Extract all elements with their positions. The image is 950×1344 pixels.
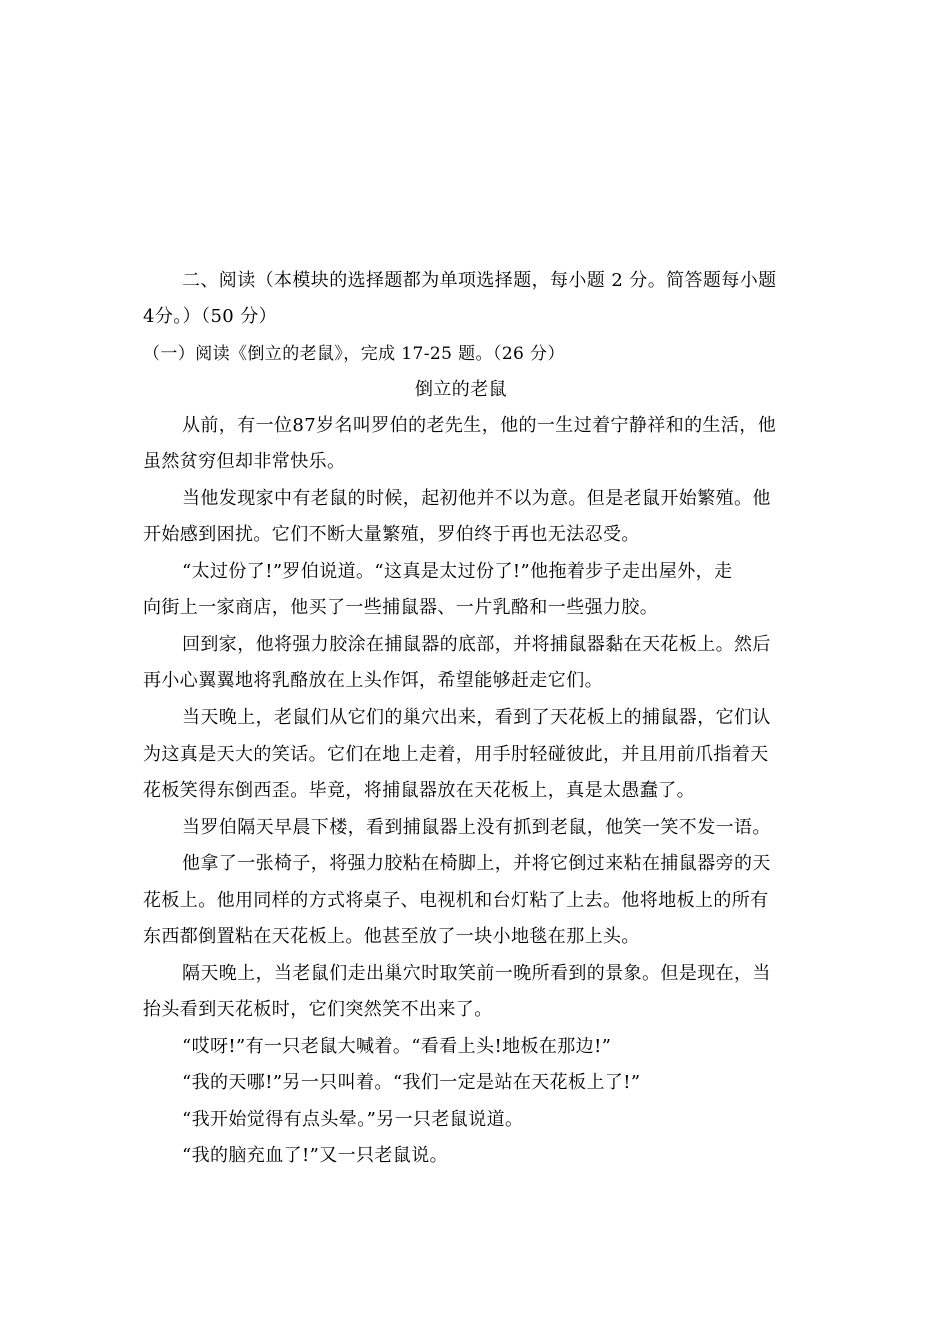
paragraph-line: “我的天哪!”另一只叫着。“我们一定是站在天花板上了!” <box>182 1072 641 1093</box>
paragraph-line: 当天晚上，老鼠们从它们的巢穴出来，看到了天花板上的捕鼠器，它们认 <box>182 707 771 728</box>
paragraph-line: “太过份了!”罗伯说道。“这真是太过份了!”他拖着步子走出屋外，走 <box>182 561 733 582</box>
article-title: 倒立的老鼠 <box>415 379 507 400</box>
paragraph-line: “我的脑充血了!”又一只老鼠说。 <box>182 1145 449 1166</box>
paragraph-line: 当他发现家中有老鼠的时候，起初他并不以为意。但是老鼠开始繁殖。他 <box>182 488 771 509</box>
paragraph-line: 东西都倒置粘在天花板上。他甚至放了一块小地毯在那上头。 <box>143 926 640 947</box>
paragraph-line: 抬头看到天花板时，它们突然笑不出来了。 <box>143 999 493 1020</box>
section-heading-line-2: 4分。）（50 分） <box>143 306 278 327</box>
paragraph-line: 虽然贫穷但却非常快乐。 <box>143 451 346 472</box>
paragraph-line: 他拿了一张椅子，将强力胶粘在椅脚上，并将它倒过来粘在捕鼠器旁的天 <box>182 853 771 874</box>
paragraph-line: 再小心翼翼地将乳酪放在上头作饵，希望能够赶走它们。 <box>143 670 603 691</box>
paragraph-line: 花板笑得东倒西歪。毕竟，将捕鼠器放在天花板上，真是太愚蠢了。 <box>143 780 695 801</box>
paragraph-line: 从前，有一位87岁名叫罗伯的老先生，他的一生过着宁静祥和的生活，他 <box>182 415 777 436</box>
paragraph-line: 隔天晚上，当老鼠们走出巢穴时取笑前一晚所看到的景象。但是现在，当 <box>182 963 771 984</box>
paragraph-line: 回到家，他将强力胶涂在捕鼠器的底部，并将捕鼠器黏在天花板上。然后 <box>182 634 771 655</box>
paragraph-line: 为这真是天大的笑话。它们在地上走着，用手肘轻碰彼此，并且用前爪指着天 <box>143 744 769 765</box>
paragraph-line: “我开始觉得有点头晕。”另一只老鼠说道。 <box>182 1109 524 1130</box>
paragraph-line: 当罗伯隔天早晨下楼，看到捕鼠器上没有抓到老鼠，他笑一笑不发一语。 <box>182 817 771 838</box>
reading-subheading: （一）阅读《倒立的老鼠》，完成 17-25 题。（26 分） <box>143 344 565 364</box>
paragraph-line: 向街上一家商店，他买了一些捕鼠器、一片乳酪和一些强力胶。 <box>143 597 659 618</box>
paragraph-line: 花板上。他用同样的方式将桌子、电视机和台灯粘了上去。他将地板上的所有 <box>143 890 769 911</box>
paragraph-line: “哎呀!”有一只老鼠大喊着。“看看上头!地板在那边!” <box>182 1036 612 1057</box>
section-heading-line-1: 二、阅读（本模块的选择题都为单项选择题，每小题 2 分。简答题每小题 <box>182 270 777 291</box>
paragraph-line: 开始感到困扰。它们不断大量繁殖，罗伯终于再也无法忍受。 <box>143 524 640 545</box>
